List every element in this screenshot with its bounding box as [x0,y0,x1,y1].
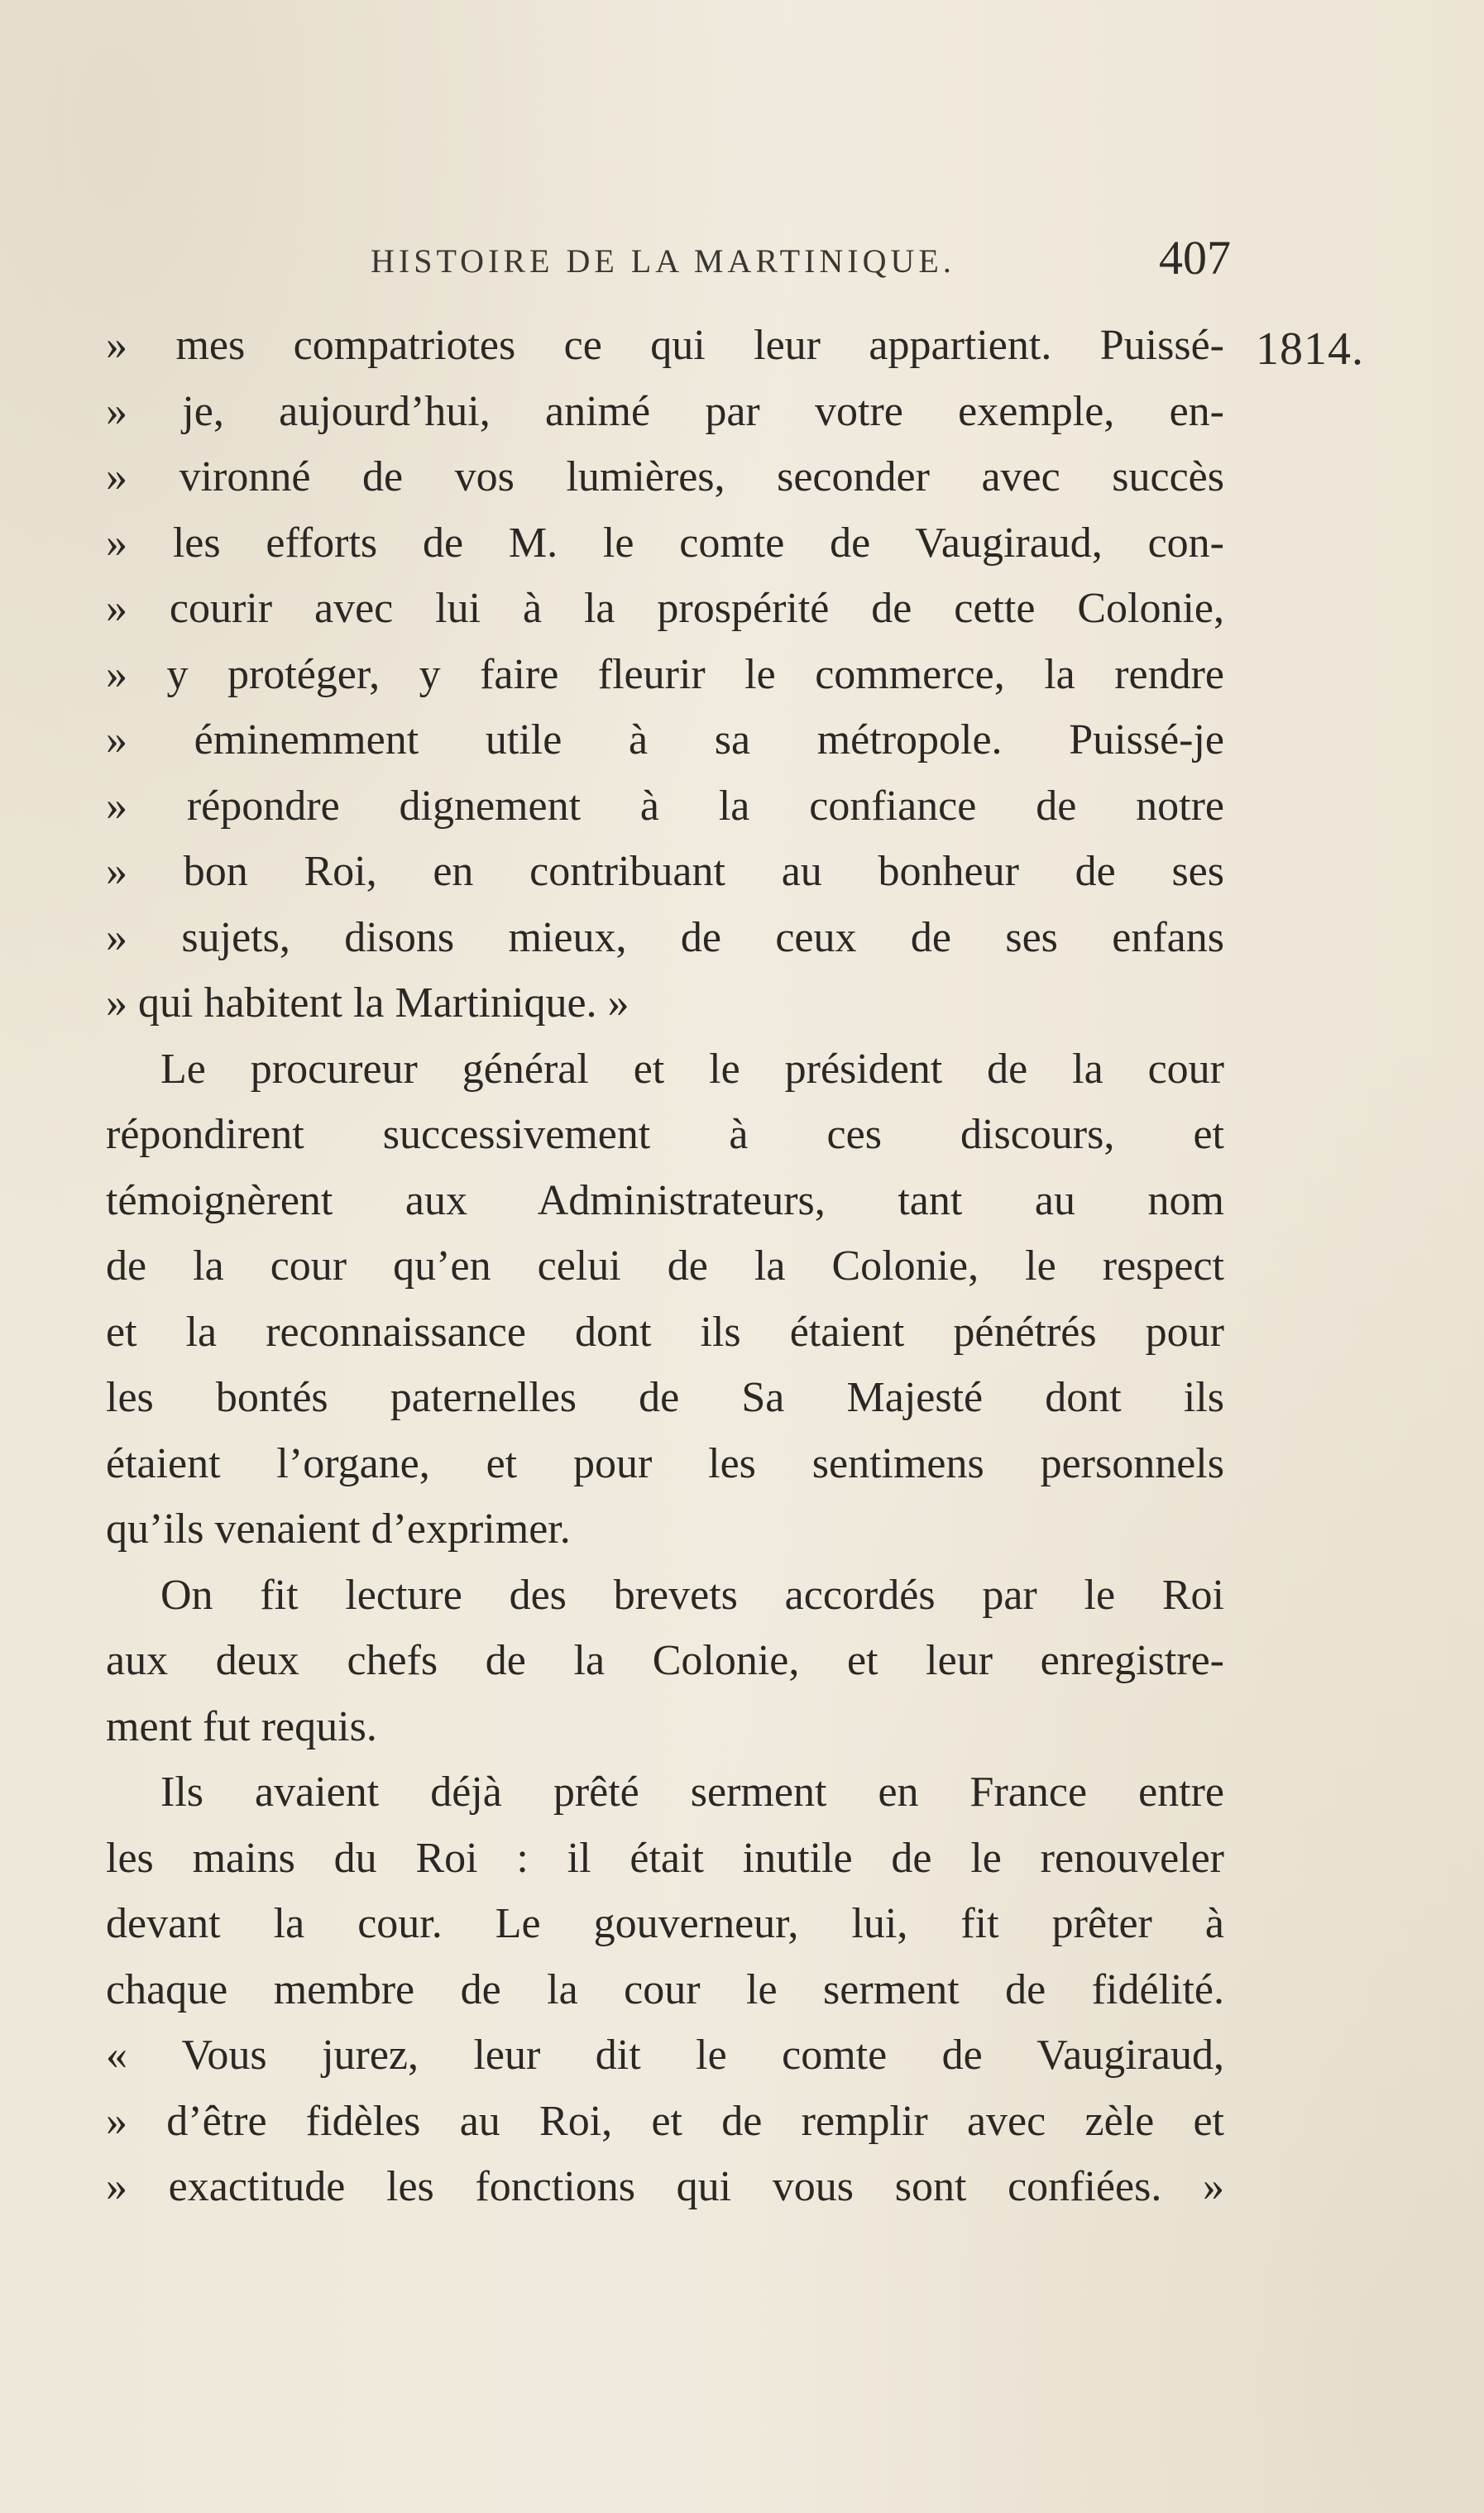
text-line: étaient l’organe, et pour les sentimens personnels [106,1439,1224,1487]
paragraph-start-line: Ils avaient déjà prêté serment en France entre [160,1769,1224,1816]
text-line: ment fut requis. [106,1702,377,1750]
text-line: répondirent successivement à ces discours, et [106,1111,1224,1158]
text-line: qu’ils venaient d’exprimer. [106,1505,571,1553]
text-line: » exactitude les fonctions qui vous sont confiées. » [106,2163,1224,2210]
paragraph-start-line: On fit lecture des brevets accordés par le Roi [160,1571,1224,1619]
text-line: » je, aujourd’hui, animé par votre exemple, en- [106,387,1224,435]
text-line: » bon Roi, en contribuant au bonheur de ses [106,848,1224,895]
page-number: 407 [1159,231,1231,285]
text-line: de la cour qu’en celui de la Colonie, le respect [106,1242,1224,1290]
text-line: « Vous jurez, leur dit le comte de Vaugiraud, [106,2032,1224,2079]
text-line: » mes compatriotes ce qui leur appartient. Puissé- [106,322,1224,369]
text-line: » vironné de vos lumières, seconder avec succès [106,453,1224,500]
text-line: » les efforts de M. le comte de Vaugiraud, con- [106,519,1224,567]
text-line: les mains du Roi : il était inutile de le renouveler [106,1834,1224,1882]
text-line: » qui habitent la Martinique. » [106,979,630,1027]
text-line: témoignèrent aux Administrateurs, tant au nom [106,1176,1224,1224]
text-line: aux deux chefs de la Colonie, et leur enregistre- [106,1637,1224,1684]
text-line: » sujets, disons mieux, de ceux de ses enfans [106,913,1224,961]
text-line: devant la cour. Le gouverneur, lui, fit prêter à [106,1900,1224,1947]
margin-year-note: 1814. [1256,323,1364,375]
text-line: » d’être fidèles au Roi, et de remplir avec zèle et [106,2097,1224,2145]
text-line: et la reconnaissance dont ils étaient pénétrés pour [106,1308,1224,1356]
text-line: » éminemment utile à sa métropole. Puissé-je [106,716,1224,763]
paragraph-start-line: Le procureur général et le président de la cour [160,1045,1224,1093]
text-line: » y protéger, y faire fleurir le commerce, la rendre [106,650,1224,698]
running-header [371,230,1231,288]
body-text [106,313,1224,2220]
text-line: les bontés paternelles de Sa Majesté dont ils [106,1374,1224,1421]
text-line: » répondre dignement à la confiance de notre [106,782,1224,830]
running-title: HISTOIRE DE LA MARTINIQUE. [371,242,955,280]
text-line: chaque membre de la cour le serment de fidélité. [106,1965,1224,2013]
text-line: » courir avec lui à la prospérité de cette Colonie, [106,585,1224,632]
